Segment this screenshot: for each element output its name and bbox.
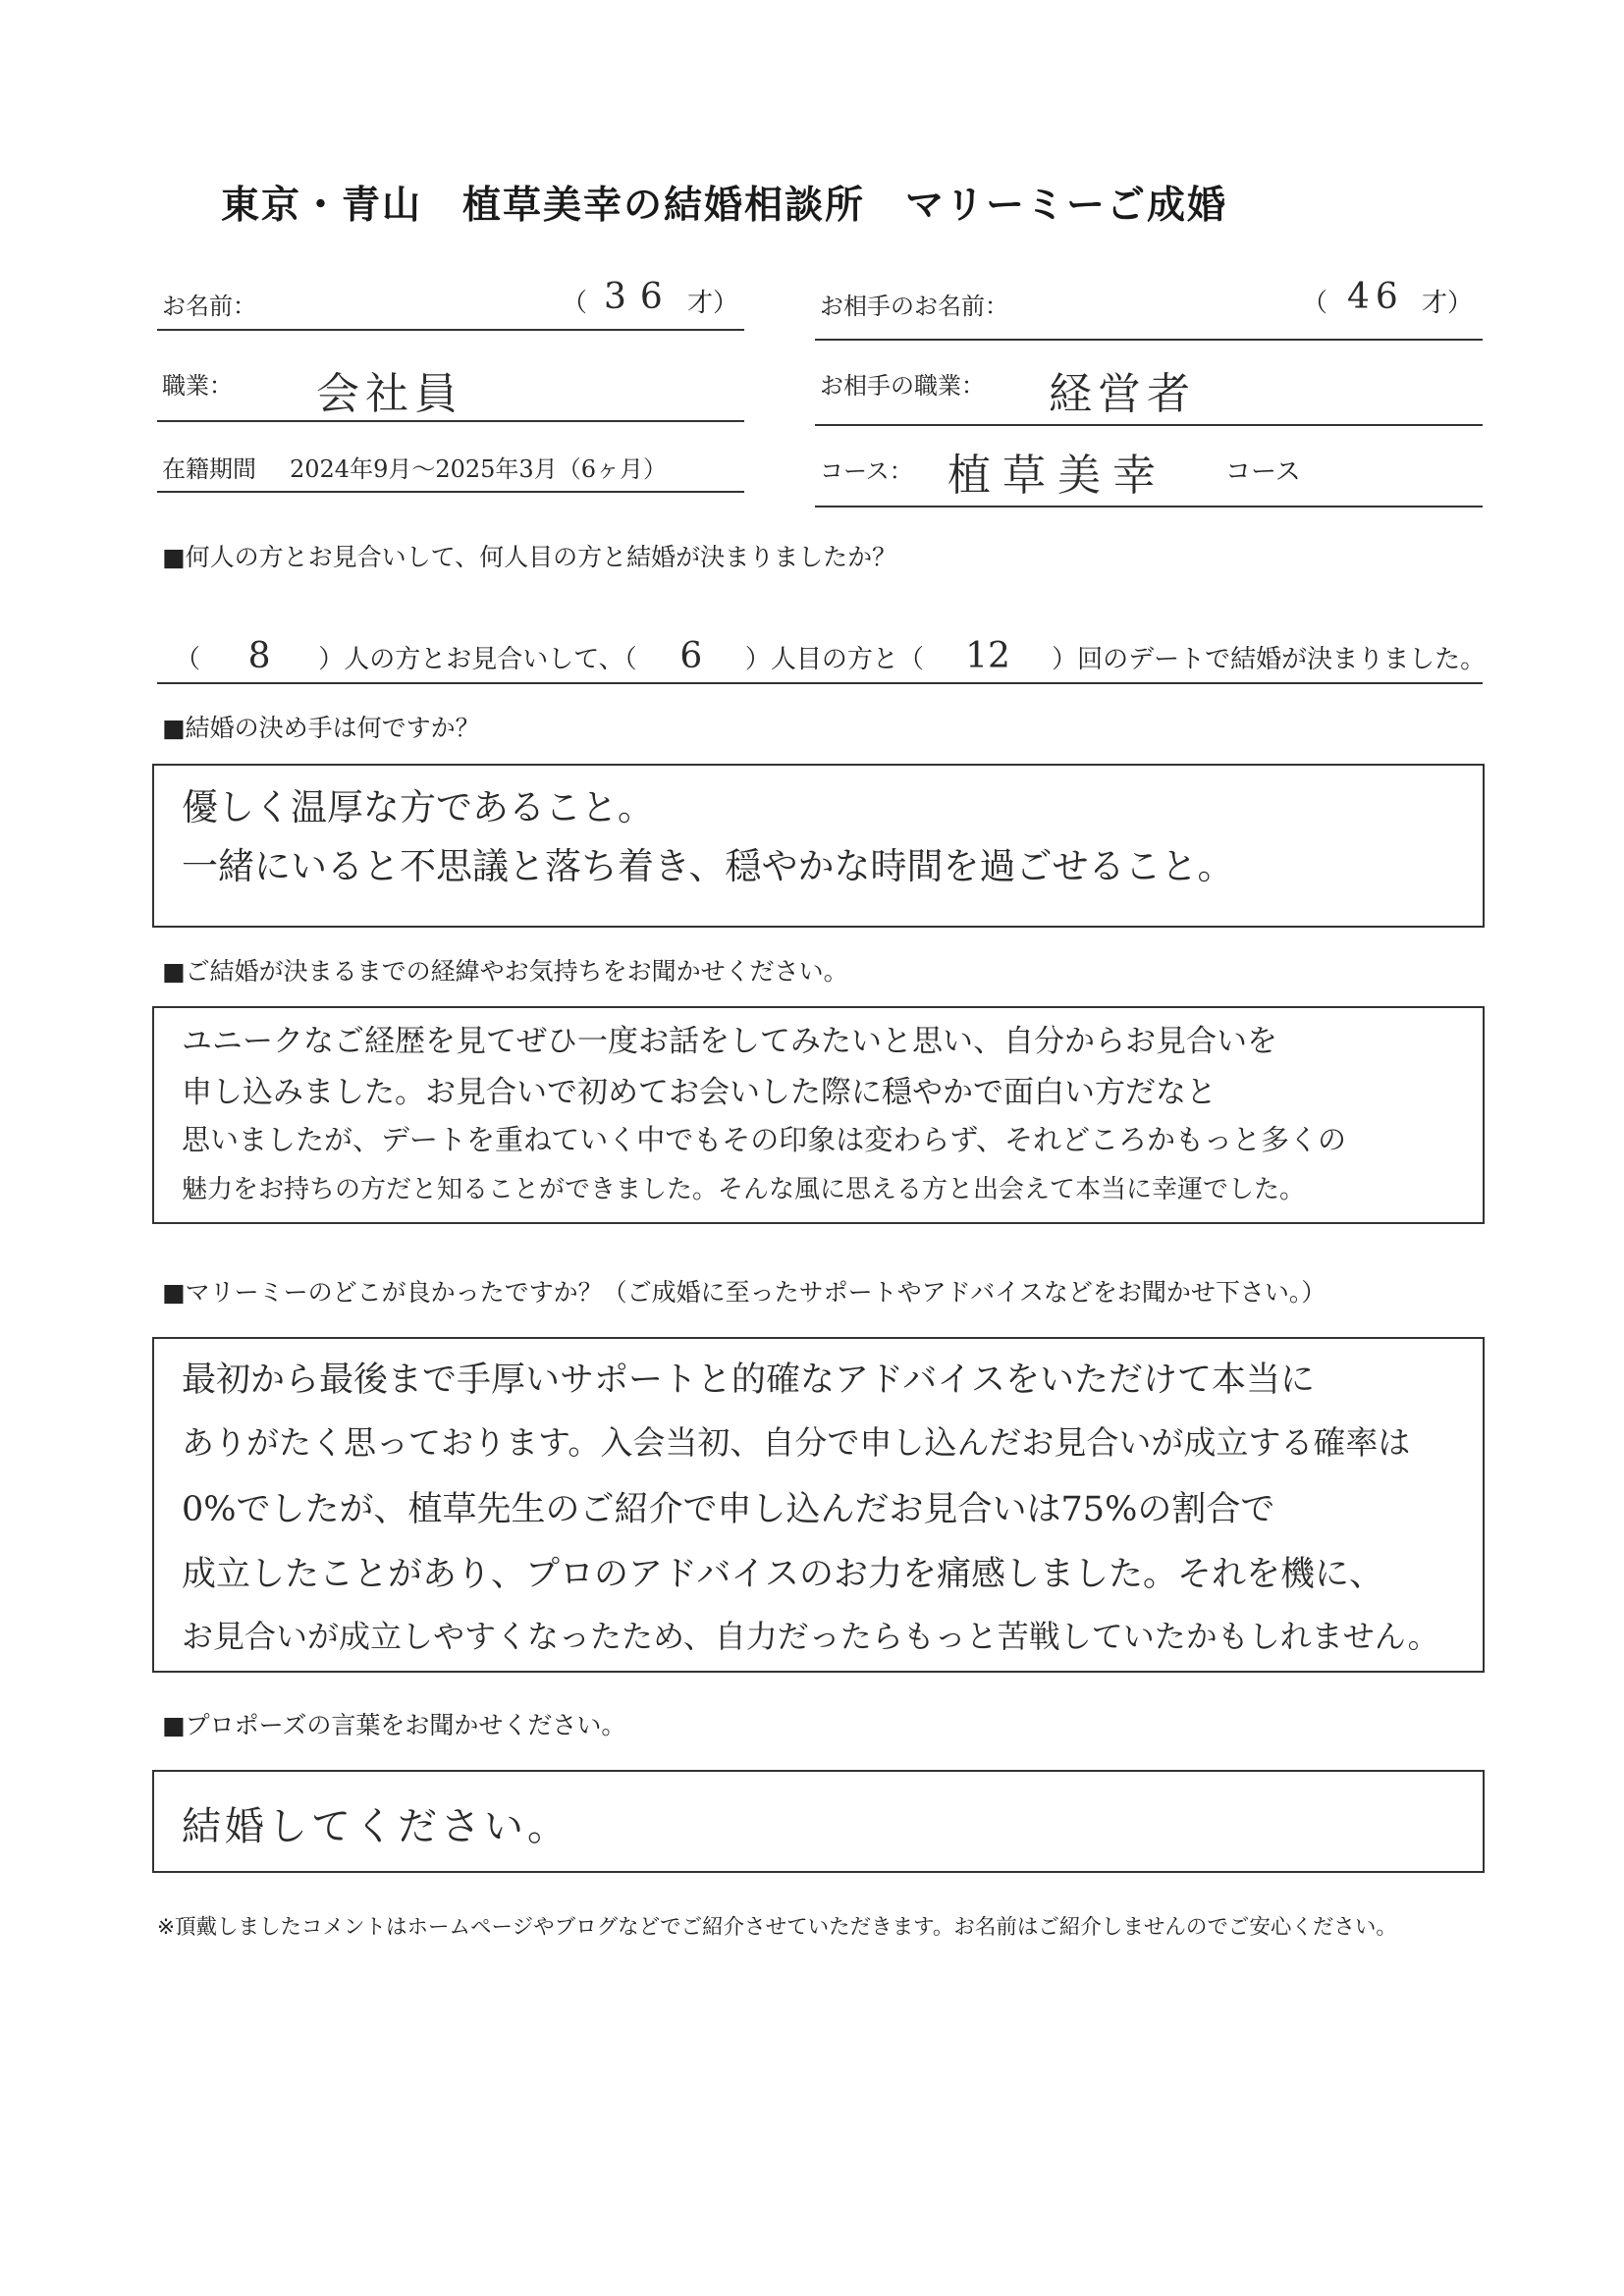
q3-line: 思いましたが、デートを重ねていく中でもその印象は変わらず、それどころかもっと多くの bbox=[182, 1123, 1346, 1156]
partner-age-open: （ bbox=[1302, 289, 1328, 318]
course-suffix: コース bbox=[1225, 457, 1301, 487]
q1-heading: ■何人の方とお見合いして、何人目の方と結婚が決まりましたか？ bbox=[162, 543, 897, 571]
q4-line: 成立したことがあり、プロのアドバイスのお力を痛感しました。それを機に、 bbox=[182, 1555, 1383, 1594]
q4-answer-box bbox=[152, 1337, 1485, 1673]
q1-text2: ）人目の方と（ bbox=[744, 645, 924, 674]
course-value: 植草美幸 bbox=[947, 451, 1167, 501]
q4-line: 0%でしたが、植草先生のご紹介で申し込んだお見合いは75%の割合で bbox=[182, 1490, 1275, 1529]
q3-line: 申し込みました。お見合いで初めてお会いした際に穏やかで面白い方だなと bbox=[182, 1075, 1217, 1110]
age-open: （ bbox=[562, 289, 588, 318]
q1-underline bbox=[157, 682, 1483, 684]
age-value: 36 bbox=[604, 277, 677, 317]
period-label: 在籍期間 bbox=[162, 455, 256, 483]
q5-line: 結婚してください。 bbox=[182, 1804, 570, 1849]
q5-heading: ■プロポーズの言葉をお聞かせください。 bbox=[162, 1711, 626, 1739]
q1-count-dates: 12 bbox=[965, 636, 1010, 676]
partner-job-underline bbox=[815, 424, 1483, 426]
q1-answer bbox=[175, 636, 1486, 676]
partner-job-label: お相手の職業： bbox=[820, 372, 985, 400]
q4-line: お見合いが成立しやすくなったため、自力だったらもっと苦戦していたかもしれません。 bbox=[182, 1618, 1439, 1655]
job-value: 会社員 bbox=[316, 369, 463, 419]
q1-text3: ）回のデートで結婚が決まりました。 bbox=[1052, 645, 1487, 674]
q1-open: （ bbox=[175, 645, 201, 674]
q3-line: 魅力をお持ちの方だと知ることができました。そんな風に思える方と出会えて本当に幸運でした。 bbox=[182, 1175, 1306, 1204]
period-value: 2024年9月～2025年3月（6ヶ月） bbox=[290, 455, 667, 483]
q1-text1: ）人の方とお見合いして、（ bbox=[318, 645, 637, 674]
partner-job-value: 経営者 bbox=[1049, 369, 1196, 419]
job-label: 職業： bbox=[162, 372, 233, 400]
partner-name-underline bbox=[815, 339, 1483, 341]
name-underline bbox=[157, 329, 744, 331]
q1-count-people: 8 bbox=[247, 636, 271, 676]
page-title: 東京・青山 植草美幸の結婚相談所 マリーミーご成婚 bbox=[221, 184, 1228, 228]
q2-heading: ■結婚の決め手は何ですか？ bbox=[162, 714, 480, 742]
period-underline bbox=[157, 491, 744, 493]
course-label: コース： bbox=[820, 457, 913, 485]
q2-line: 優しく温厚な方であること。 bbox=[182, 786, 654, 828]
q3-heading: ■ご結婚が決まるまでの経緯やお気持ちをお聞かせください。 bbox=[162, 957, 848, 986]
course-underline bbox=[815, 506, 1483, 507]
q4-line: 最初から最後まで手厚いサポートと的確なアドバイスをいただけて本当に bbox=[182, 1361, 1315, 1400]
q1-count-nth: 6 bbox=[679, 636, 703, 676]
name-label: お名前： bbox=[162, 293, 256, 320]
q5-answer-box bbox=[152, 1770, 1485, 1873]
q3-answer-box bbox=[152, 1006, 1485, 1224]
age-close: 才） bbox=[687, 289, 739, 318]
footer-note: ※頂戴しましたコメントはホームページやブログなどでご紹介させていただきます。お名前はご紹介しませんのでご安心ください。 bbox=[157, 1915, 1397, 1940]
q4-heading: ■マリーミーのどこが良かったですか？（ご成婚に至ったサポートやアドバイスなどをお聞かせ下さい。） bbox=[162, 1278, 1326, 1307]
q4-line: ありがたく思っております。入会当初、自分で申し込んだお見合いが成立する確率は bbox=[182, 1423, 1411, 1462]
q3-line: ユニークなご経歴を見てぜひ一度お話をしてみたいと思い、自分からお見合いを bbox=[182, 1024, 1277, 1059]
partner-name-label: お相手のお名前： bbox=[820, 293, 1008, 320]
q2-answer-box bbox=[152, 764, 1485, 928]
partner-age-value: 46 bbox=[1347, 277, 1404, 317]
job-underline bbox=[157, 420, 744, 422]
partner-age-close: 才） bbox=[1422, 289, 1474, 318]
q2-line: 一緒にいると不思議と落ち着き、穏やかな時間を過ごせること。 bbox=[182, 845, 1234, 887]
